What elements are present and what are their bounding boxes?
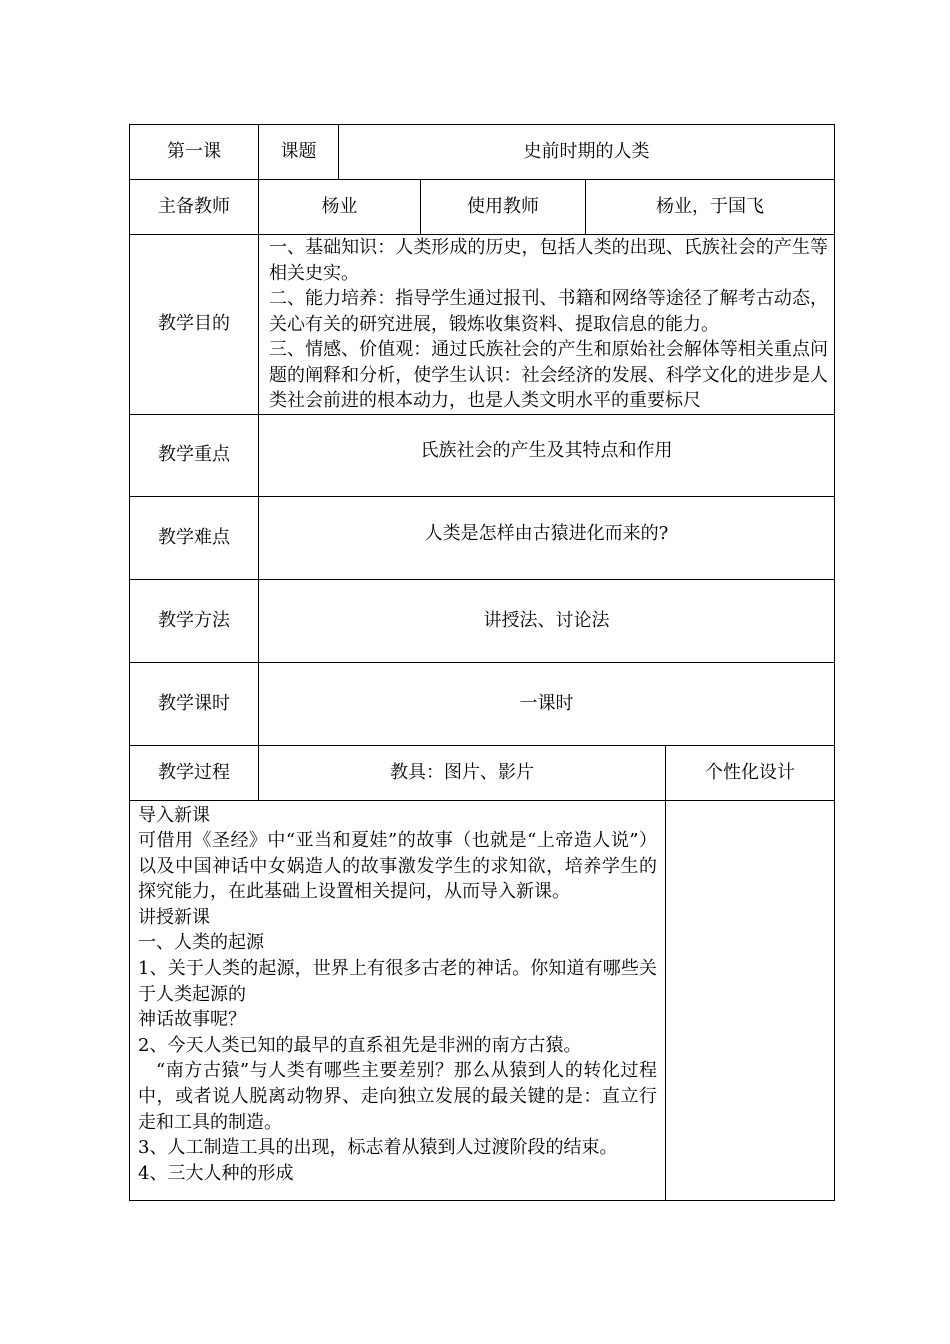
point-1-cont: 神话故事呢？	[138, 1009, 246, 1031]
lesson-number: 第一课	[130, 125, 259, 180]
objective-values: 三、情感、价值观：通过氏族社会的产生和原始社会解体等相关重点问题的阐释和分析，使学生认识：社会经济的发展、科学文化的进步是人类社会前进的根本动力，也是人类文明水平的重要标尺	[269, 339, 828, 411]
focus-row	[130, 414, 835, 496]
using-teacher-label: 使用教师	[421, 180, 586, 235]
teaching-tools: 教具：图片、影片	[259, 745, 666, 800]
process-header-row	[130, 745, 835, 800]
method-row	[130, 579, 835, 662]
personal-design-content	[666, 800, 835, 1200]
difficulty-row	[130, 496, 835, 579]
intro-paragraph: 可借用《圣经》中“亚当和夏娃”的故事（也就是“上帝造人说”）以及中国神话中女娲造人的故事激发学生的求知欲，培养学生的探究能力，在此基础上设置相关提问，从而导入新课。	[138, 830, 657, 903]
objective-ability: 二、能力培养：指导学生通过报刊、书籍和网络等途径了解考古动态，关心有关的研究进展，锻炼收集资料、提取信息的能力。	[269, 288, 828, 335]
point-4: 4、三大人种的形成	[138, 1162, 294, 1184]
using-teacher-value: 杨业，于国飞	[586, 180, 835, 235]
period-row	[130, 662, 835, 745]
difficulty-cell	[259, 496, 835, 579]
objectives-row	[130, 235, 835, 415]
teacher-row	[130, 180, 835, 235]
topic-title: 史前时期的人类	[339, 125, 835, 180]
personal-design-label: 个性化设计	[666, 745, 835, 800]
lesson-plan-table	[129, 124, 835, 1201]
title-row	[130, 125, 835, 180]
focus-cell	[259, 414, 835, 496]
origin-heading: 一、人类的起源	[138, 932, 264, 954]
difficulty-label: 教学难点	[130, 496, 259, 579]
main-teacher-label: 主备教师	[130, 180, 259, 235]
point-2-discussion: “南方古猿”与人类有哪些主要差别？那么从猿到人的转化过程中，或者说人脱离动物界、走向独立发展的最关键的是：直立行走和工具的制造。	[138, 1060, 657, 1133]
period-label: 教学课时	[130, 662, 259, 745]
focus-value: 氏族社会的产生及其特点和作用	[420, 440, 673, 461]
section-intro-heading: 导入新课	[138, 804, 210, 826]
point-1: 1、关于人类的起源，世界上有很多古老的神话。你知道有哪些关于人类起源的	[138, 958, 657, 1005]
focus-label: 教学重点	[130, 414, 259, 496]
main-teacher-value: 杨业	[259, 180, 421, 235]
objective-knowledge: 一、基础知识：人类形成的历史，包括人类的出现、氏族社会的产生等相关史实。	[269, 237, 828, 284]
method-label: 教学方法	[130, 579, 259, 662]
section-new-lesson-heading: 讲授新课	[138, 906, 210, 928]
method-value: 讲授法、讨论法	[259, 579, 835, 662]
process-label: 教学过程	[130, 745, 259, 800]
point-3: 3、人工制造工具的出现，标志着从猿到人过渡阶段的结束。	[138, 1137, 618, 1159]
topic-label: 课题	[259, 125, 339, 180]
process-content-row	[130, 800, 835, 1200]
period-value: 一课时	[259, 662, 835, 745]
objectives-content	[259, 235, 835, 415]
objectives-label: 教学目的	[130, 235, 259, 415]
difficulty-value: 人类是怎样由古猿进化而来的?	[424, 522, 669, 544]
point-2: 2、今天人类已知的最早的直系祖先是非洲的南方古猿。	[138, 1034, 582, 1056]
process-content	[130, 800, 666, 1200]
